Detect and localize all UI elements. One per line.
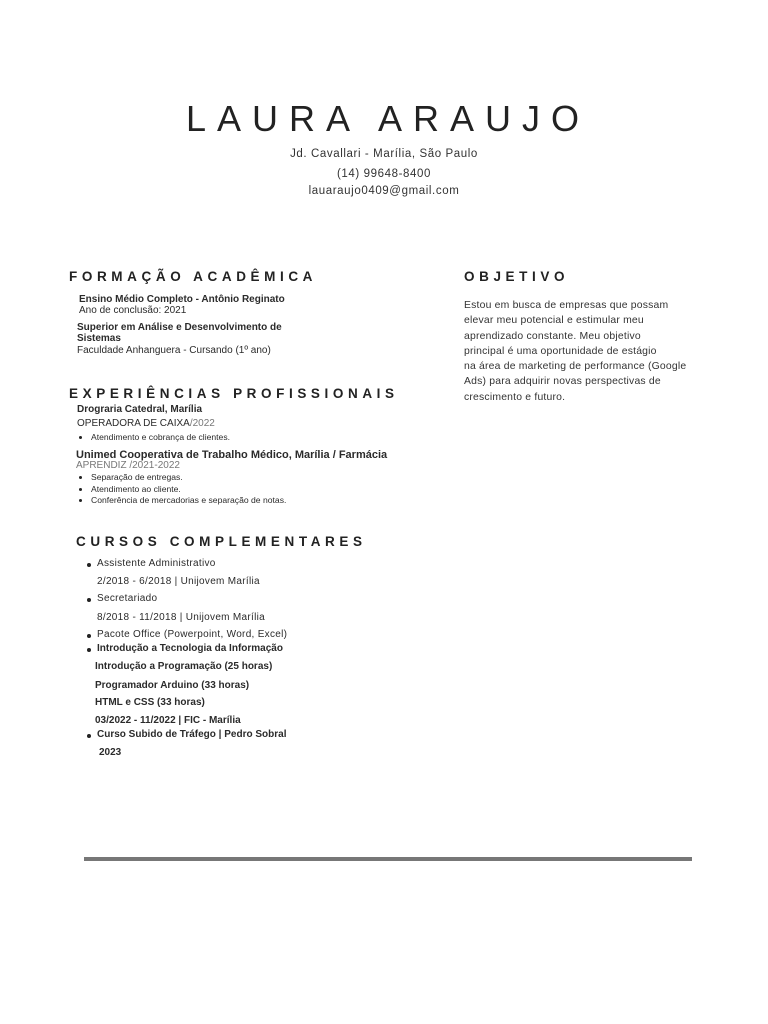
job-2-company: Unimed Cooperativa de Trabalho Médico, Marília / Farmácia <box>76 449 388 461</box>
course-secretariado-detail: 8/2018 - 11/2018 | Unijovem Marília <box>97 612 265 623</box>
course-secretariado: Secretariado <box>97 593 158 604</box>
bullet-icon <box>87 634 91 638</box>
job-1-period: /2022 <box>189 418 215 429</box>
objective-line: na área de marketing de performance (Google <box>464 361 687 373</box>
objective-line: elevar meu potencial e estimular meu <box>464 315 644 327</box>
bullet-icon <box>87 598 91 602</box>
job-2-task-1: Separação de entregas. <box>91 472 183 482</box>
job-2-role-line <box>76 460 180 471</box>
experience-title: EXPERIÊNCIAS PROFISSIONAIS <box>69 386 399 401</box>
job-2-task-2: Atendimento ao cliente. <box>91 484 181 494</box>
objective-line: aprendizado constante. Meu objetivo <box>464 330 641 342</box>
objective-line: Estou em busca de empresas que possam <box>464 300 669 311</box>
courses-title: CURSOS COMPLEMENTARES <box>76 534 367 549</box>
bullet-icon <box>87 563 91 567</box>
course-prog: Introdução a Programação (25 horas) <box>95 661 273 672</box>
course-trafego: Curso Subido de Tráfego | Pedro Sobral <box>97 729 287 740</box>
bullet-icon <box>79 476 82 479</box>
education-item-1-detail: Ano de conclusão: 2021 <box>79 305 187 316</box>
job-1-role: OPERADORA DE CAIXA <box>77 418 190 429</box>
course-assistente: Assistente Administrativo <box>97 558 216 569</box>
education-title: FORMAÇÃO ACADÊMICA <box>69 269 318 284</box>
objective-line: principal é uma oportunidade de estágio <box>464 345 657 357</box>
bullet-icon <box>87 648 91 652</box>
course-fic: 03/2022 - 11/2022 | FIC - Marília <box>95 715 241 726</box>
job-2-role: APRENDIZ <box>76 460 127 471</box>
job-2-task-3: Conferência de mercadorias e separação de notas. <box>91 495 287 505</box>
education-item-2-detail: Faculdade Anhanguera - Cursando (1º ano) <box>77 345 271 356</box>
job-1-task-1: Atendimento e cobrança de clientes. <box>91 432 231 442</box>
job-1-company: Drograria Catedral, Marília <box>77 404 203 415</box>
bullet-icon <box>79 488 82 491</box>
objective-line: Ads) para adquirir novas perspectivas de <box>464 376 661 388</box>
footer-divider <box>84 857 692 861</box>
bullet-icon <box>79 436 82 439</box>
objective-title: OBJETIVO <box>464 269 570 284</box>
bullet-icon <box>87 734 91 738</box>
education-item-2-name-line2: Sistemas <box>77 333 121 344</box>
email: lauaraujo0409@gmail.com <box>308 185 460 197</box>
objective-text <box>464 298 724 405</box>
education-item-1-name: Ensino Médio Completo - Antônio Reginato <box>79 294 285 305</box>
address: Jd. Cavallari - Marília, São Paulo <box>290 148 478 160</box>
job-2-period: /2021-2022 <box>129 460 180 471</box>
objective-line: crescimento e futuro. <box>464 391 566 403</box>
candidate-name: LAURA ARAUJO <box>185 98 591 139</box>
course-office: Pacote Office (Powerpoint, Word, Excel) <box>97 629 288 640</box>
course-assistente-detail: 2/2018 - 6/2018 | Unijovem Marília <box>97 576 260 587</box>
course-html: HTML e CSS (33 horas) <box>95 697 205 708</box>
job-1-role-line <box>77 418 215 429</box>
course-trafego-year: 2023 <box>99 747 122 758</box>
bullet-icon <box>79 499 82 502</box>
course-arduino: Programador Arduino (33 horas) <box>95 680 250 691</box>
phone: (14) 99648-8400 <box>336 168 432 180</box>
course-ti: Introdução a Tecnologia da Informação <box>97 643 283 654</box>
education-item-2-name-line1: Superior em Análise e Desenvolvimento de <box>77 322 282 333</box>
